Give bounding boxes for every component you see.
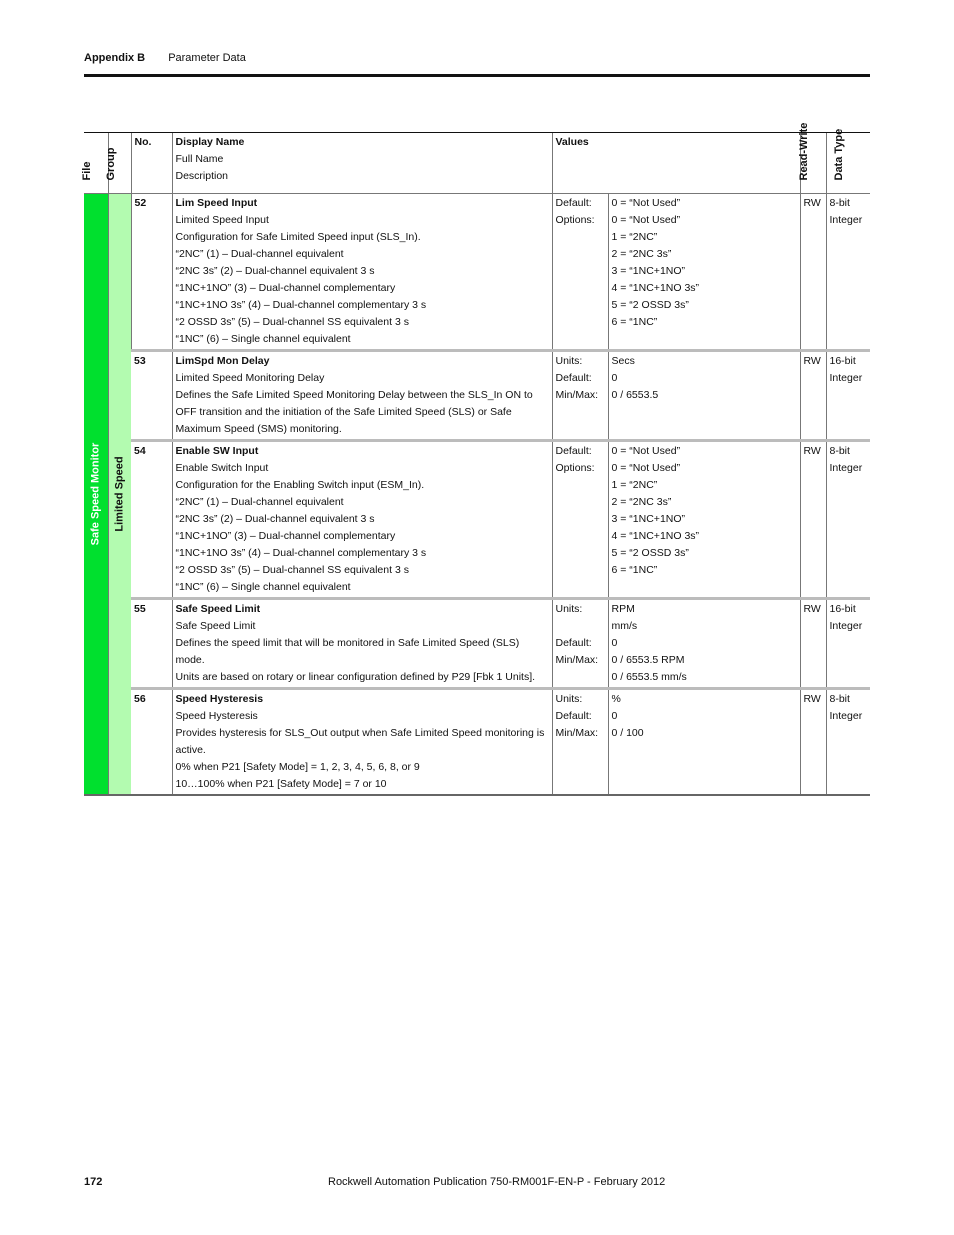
value-item: 6 = “1NC” (611, 316, 658, 328)
full-name: Speed Hysteresis (175, 710, 258, 722)
value-label (556, 618, 606, 635)
data-type: 8-bit Integer (826, 689, 870, 796)
value-label: Min/Max: (555, 654, 599, 666)
appendix-label: Appendix B (84, 52, 146, 64)
value-label: Units: (555, 355, 583, 367)
value-item: 2 = “2NC 3s” (611, 496, 672, 508)
parameter-row (84, 689, 870, 796)
full-name: Limited Speed Input (175, 214, 269, 226)
description-line: “2NC” (1) – Dual-channel equivalent (175, 496, 344, 508)
value-label: Default: (555, 710, 592, 722)
file-column-header: File (84, 133, 108, 194)
read-write: RW (800, 441, 826, 599)
value-label: Default: (555, 445, 592, 457)
value-labels (552, 194, 608, 351)
value-label: Units: (555, 693, 583, 705)
value-labels (552, 441, 608, 599)
description-line: 10…100% when P21 [Safety Mode] = 7 or 10 (175, 778, 387, 790)
value-item: 0 (611, 372, 618, 384)
description-line: Configuration for Safe Limited Speed input (SLS_In). (175, 231, 421, 243)
value-label: Options: (555, 462, 595, 474)
value-item: 6 = “1NC” (611, 564, 658, 576)
name-column-header: Display Name Full Name Description (172, 133, 552, 194)
read-write: RW (800, 689, 826, 796)
data-type: 8-bit Integer (826, 441, 870, 599)
value-label: Default: (555, 637, 592, 649)
read-write: RW (800, 351, 826, 441)
description-line: Configuration for the Enabling Switch input (ESM_In). (175, 479, 425, 491)
parameter-number: 56 (131, 689, 172, 796)
description-line: “1NC+1NO” (3) – Dual-channel complementary (175, 282, 396, 294)
description-line: “1NC” (6) – Single channel equivalent (175, 333, 351, 345)
parameter-description (172, 599, 552, 689)
data-type: 16-bit Integer (826, 599, 870, 689)
group-column-header: Group (108, 133, 131, 194)
value-labels (552, 351, 608, 441)
description-line: “1NC+1NO 3s” (4) – Dual-channel complementary 3 s (175, 299, 427, 311)
value-label: Default: (555, 372, 592, 384)
file-cell (84, 194, 108, 796)
parameter-number: 53 (131, 351, 172, 441)
data-type-column-header: Data Type (826, 133, 870, 194)
value-item: 5 = “2 OSSD 3s” (611, 299, 689, 311)
value-item: 2 = “2NC 3s” (611, 248, 672, 260)
value-item: 0 (611, 637, 618, 649)
page-number: 172 (84, 1176, 103, 1188)
data-type: 16-bit Integer (826, 351, 870, 441)
group-label: Limited Speed (113, 456, 125, 532)
parameter-row (84, 599, 870, 689)
parameter-row (84, 441, 870, 599)
value-item: 4 = “1NC+1NO 3s” (611, 530, 700, 542)
section-title: Parameter Data (168, 52, 246, 64)
full-name: Enable Switch Input (175, 462, 269, 474)
value-label: Units: (555, 603, 583, 615)
value-item: % (611, 693, 621, 705)
value-label: Default: (555, 197, 592, 209)
data-type: 8-bit Integer (826, 194, 870, 351)
display-name: Enable SW Input (175, 445, 259, 457)
table-header-row (84, 133, 870, 194)
value-data (608, 351, 800, 441)
value-item: 0 = “Not Used” (611, 462, 681, 474)
value-label: Options: (555, 214, 595, 226)
value-item: 3 = “1NC+1NO” (611, 513, 686, 525)
parameter-description (172, 441, 552, 599)
description-line: 0% when P21 [Safety Mode] = 1, 2, 3, 4, 5, 6, 8, or 9 (175, 761, 420, 773)
description-line: “1NC+1NO 3s” (4) – Dual-channel complementary 3 s (175, 547, 427, 559)
parameter-row (84, 351, 870, 441)
description-line: Defines the Safe Limited Speed Monitoring Delay between the SLS_In ON to OFF transition and the initiation of the Safe Limited Speed (SLS) or Safe Maximum Speed (SMS) monitoring. (175, 389, 533, 435)
parameter-description (172, 689, 552, 796)
description-line: “2NC 3s” (2) – Dual-channel equivalent 3 s (175, 513, 375, 525)
display-name: Speed Hysteresis (175, 693, 264, 705)
display-name: Lim Speed Input (175, 197, 258, 209)
display-name: Safe Speed Limit (175, 603, 261, 615)
read-write: RW (800, 599, 826, 689)
parameter-row (84, 194, 870, 351)
value-item: 0 / 100 (611, 727, 644, 739)
display-name: LimSpd Mon Delay (175, 355, 270, 367)
header-rule (84, 74, 870, 77)
value-data (608, 689, 800, 796)
value-item: 3 = “1NC+1NO” (611, 265, 686, 277)
group-cell (108, 194, 131, 796)
parameter-description (172, 351, 552, 441)
value-item: 1 = “2NC” (611, 231, 658, 243)
value-item: 0 / 6553.5 mm/s (611, 671, 687, 683)
number-column-header: No. (131, 133, 172, 194)
value-label: Min/Max: (555, 389, 599, 401)
full-name: Limited Speed Monitoring Delay (175, 372, 325, 384)
parameter-number: 52 (131, 194, 172, 351)
parameter-number: 55 (131, 599, 172, 689)
value-item: 4 = “1NC+1NO 3s” (611, 282, 700, 294)
read-write: RW (800, 194, 826, 351)
description-line: Units are based on rotary or linear configuration defined by P29 [Fbk 1 Units]. (175, 671, 536, 683)
values-column-header: Values (552, 133, 800, 194)
running-header (84, 52, 246, 64)
description-line: “2 OSSD 3s” (5) – Dual-channel SS equivalent 3 s (175, 316, 409, 328)
description-line: “2 OSSD 3s” (5) – Dual-channel SS equivalent 3 s (175, 564, 409, 576)
file-label: Safe Speed Monitor (89, 442, 102, 546)
parameter-table (80, 122, 870, 796)
value-item: 0 = “Not Used” (611, 197, 681, 209)
value-item: 0 / 6553.5 RPM (611, 654, 685, 666)
parameter-number: 54 (131, 441, 172, 599)
value-item: 0 / 6553.5 (611, 389, 659, 401)
description-line: Defines the speed limit that will be monitored in Safe Limited Speed (SLS) mode. (175, 637, 520, 666)
value-item: 1 = “2NC” (611, 479, 658, 491)
description-line: Provides hysteresis for SLS_Out output when Safe Limited Speed monitoring is active. (175, 727, 545, 756)
value-labels (552, 689, 608, 796)
value-data (608, 194, 800, 351)
description-line: “2NC” (1) – Dual-channel equivalent (175, 248, 344, 260)
read-write-column-header: Read-Write (800, 133, 826, 194)
publication-info: Rockwell Automation Publication 750-RM001F-EN-P - February 2012 (328, 1176, 666, 1188)
value-item: Secs (611, 355, 635, 367)
description-line: “1NC” (6) – Single channel equivalent (175, 581, 351, 593)
description-line: “1NC+1NO” (3) – Dual-channel complementary (175, 530, 396, 542)
value-item: 0 = “Not Used” (611, 214, 681, 226)
value-item: 5 = “2 OSSD 3s” (611, 547, 689, 559)
description-line: “2NC 3s” (2) – Dual-channel equivalent 3 s (175, 265, 375, 277)
value-item: RPM (611, 603, 635, 615)
value-labels (552, 599, 608, 689)
full-name: Safe Speed Limit (175, 620, 256, 632)
value-data (608, 441, 800, 599)
value-item: 0 = “Not Used” (611, 445, 681, 457)
value-item: mm/s (611, 620, 638, 632)
value-data (608, 599, 800, 689)
value-label: Min/Max: (555, 727, 599, 739)
parameter-description (172, 194, 552, 351)
value-item: 0 (611, 710, 618, 722)
